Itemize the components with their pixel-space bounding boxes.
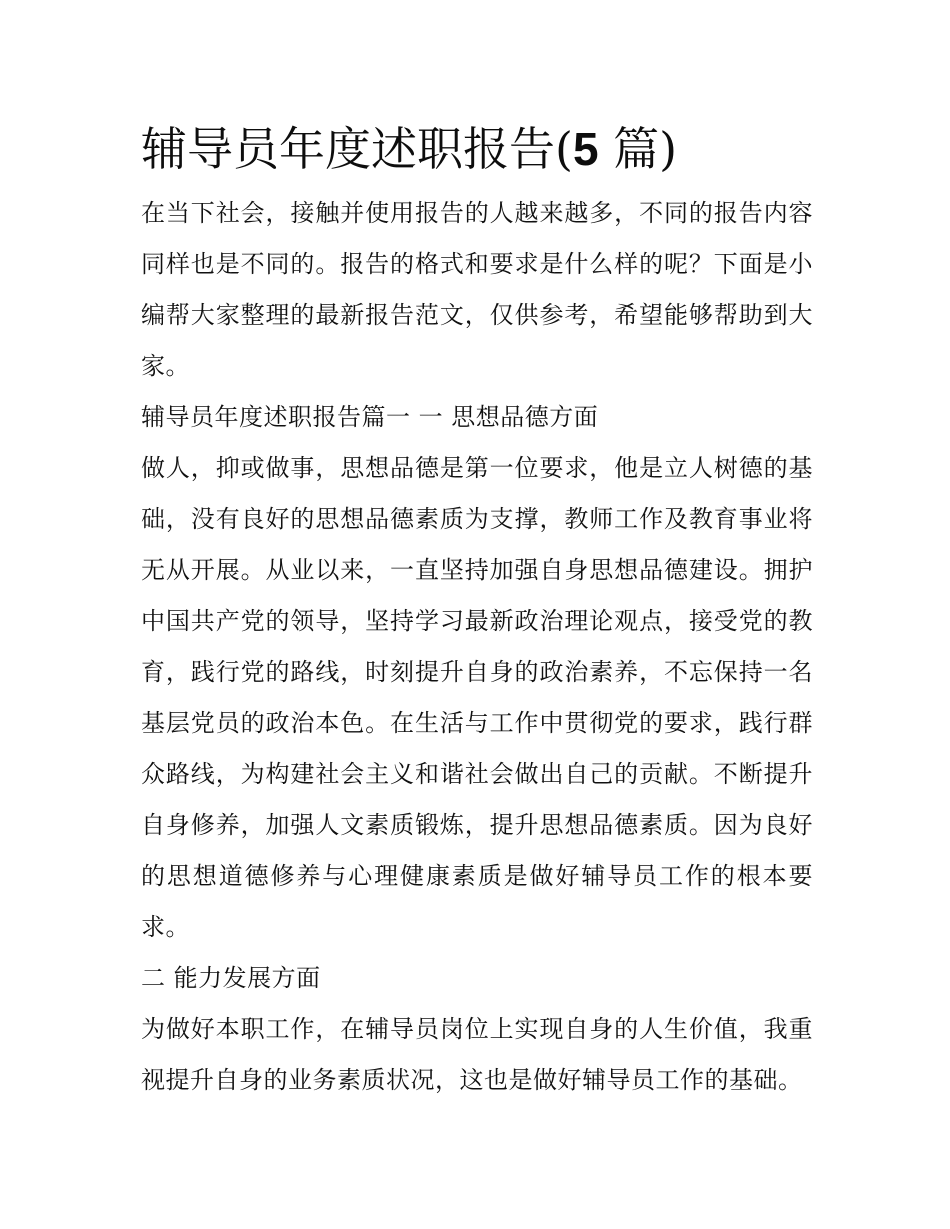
intro-paragraph: 在当下社会，接触并使用报告的人越来越多，不同的报告内容同样也是不同的。报告的格式和要求是什么样的呢？下面是小编帮大家整理的最新报告范文，仅供参考，希望能够帮助到大家。 [141, 199, 813, 380]
ability-section-paragraph: 为做好本职工作，在辅导员岗位上实现自身的人生价值，我重视提升自身的业务素质状况，这也是做好辅导员工作的基础。 [141, 1015, 813, 1094]
section-heading-2: 二 能力发展方面 [141, 964, 321, 992]
moral-section-paragraph: 做人，抑或做事，思想品德是第一位要求，他是立人树德的基础，没有良好的思想品德素质为支撑，教师工作及教育事业将无从开展。从业以来，一直坚持加强自身思想品德建设。拥护中国共产党的领导，坚持学习最新政治理论观点，接受党的教育，践行党的路线，时刻提升自身的政治素养，不忘保持一名基层党员的政治本色。在生活与工作中贯彻党的要求，践行群众路线，为构建社会主义和谐社会做出自己的贡献。不断提升自身修养，加强人文素质锻炼，提升思想品德素质。因为良好的思想道德修养与心理健康素质是做好辅导员工作的根本要求。 [141, 454, 813, 941]
title-prefix: 辅导员年度述职报告( [141, 122, 573, 176]
document-title [141, 110, 813, 188]
document-body [141, 110, 813, 1106]
section-heading-1: 辅导员年度述职报告篇一 一 思想品德方面 [141, 403, 599, 431]
title-suffix: 篇) [598, 122, 678, 176]
title-number: 5 [572, 123, 599, 175]
